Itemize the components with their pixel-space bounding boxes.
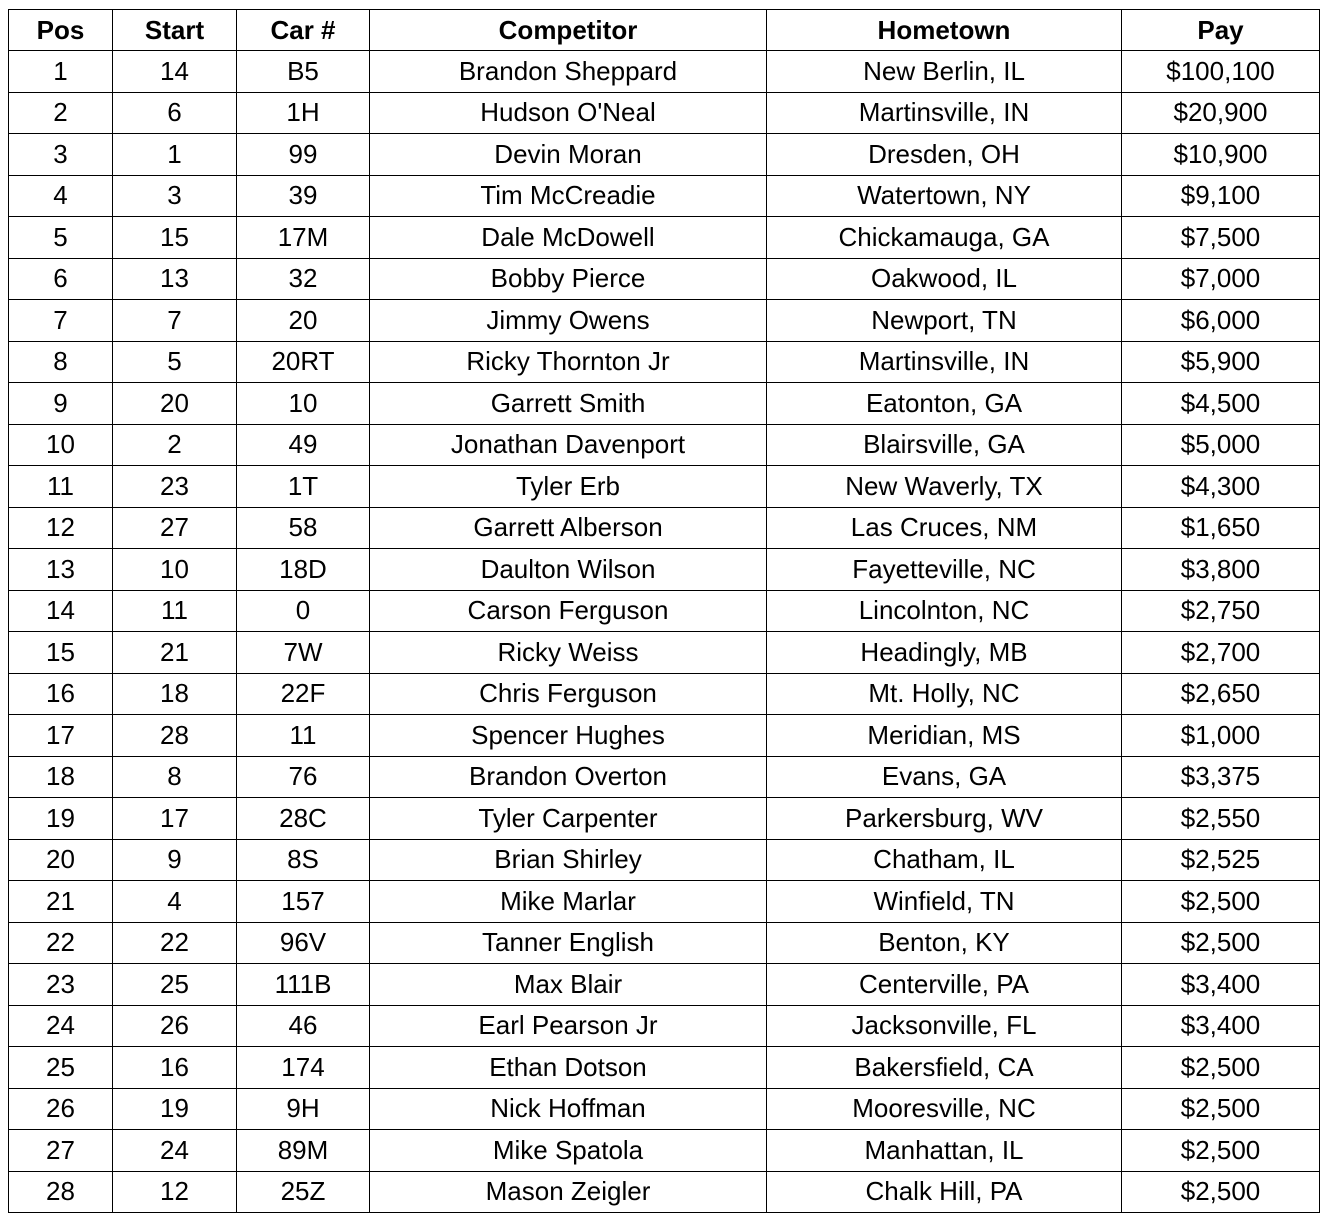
cell-competitor: Brandon Overton (370, 756, 767, 798)
cell-pos: 19 (9, 798, 113, 840)
cell-car-number: 17M (237, 217, 370, 259)
cell-pay: $7,500 (1122, 217, 1320, 259)
cell-car-number: B5 (237, 51, 370, 93)
cell-start: 11 (113, 590, 237, 632)
cell-start: 1 (113, 134, 237, 176)
cell-car-number: 96V (237, 922, 370, 964)
cell-car-number: 111B (237, 964, 370, 1006)
cell-competitor: Brandon Sheppard (370, 51, 767, 93)
cell-start: 9 (113, 839, 237, 881)
cell-start: 20 (113, 383, 237, 425)
cell-car-number: 20 (237, 300, 370, 342)
cell-pay: $1,650 (1122, 507, 1320, 549)
cell-pay: $2,750 (1122, 590, 1320, 632)
cell-car-number: 20RT (237, 341, 370, 383)
cell-car-number: 22F (237, 673, 370, 715)
cell-hometown: Manhattan, IL (767, 1130, 1122, 1172)
header-hometown: Hometown (767, 10, 1122, 51)
cell-pay: $5,900 (1122, 341, 1320, 383)
cell-pay: $2,500 (1122, 1088, 1320, 1130)
cell-pos: 27 (9, 1130, 113, 1172)
cell-hometown: Mooresville, NC (767, 1088, 1122, 1130)
cell-pos: 10 (9, 424, 113, 466)
cell-competitor: Chris Ferguson (370, 673, 767, 715)
cell-car-number: 58 (237, 507, 370, 549)
cell-pay: $2,500 (1122, 1047, 1320, 1089)
cell-competitor: Tyler Carpenter (370, 798, 767, 840)
cell-car-number: 11 (237, 715, 370, 757)
cell-hometown: Benton, KY (767, 922, 1122, 964)
cell-pos: 24 (9, 1005, 113, 1047)
cell-hometown: Las Cruces, NM (767, 507, 1122, 549)
cell-pos: 14 (9, 590, 113, 632)
cell-car-number: 18D (237, 549, 370, 591)
cell-pay: $3,400 (1122, 964, 1320, 1006)
cell-pos: 12 (9, 507, 113, 549)
cell-competitor: Mike Marlar (370, 881, 767, 923)
cell-pay: $6,000 (1122, 300, 1320, 342)
cell-start: 19 (113, 1088, 237, 1130)
table-row (9, 507, 1320, 549)
cell-competitor: Bobby Pierce (370, 258, 767, 300)
table-row (9, 300, 1320, 342)
cell-competitor: Ricky Thornton Jr (370, 341, 767, 383)
cell-start: 10 (113, 549, 237, 591)
cell-hometown: Centerville, PA (767, 964, 1122, 1006)
cell-start: 15 (113, 217, 237, 259)
cell-pay: $2,700 (1122, 632, 1320, 674)
cell-pos: 8 (9, 341, 113, 383)
cell-hometown: Chalk Hill, PA (767, 1171, 1122, 1213)
cell-pos: 20 (9, 839, 113, 881)
cell-competitor: Brian Shirley (370, 839, 767, 881)
cell-pos: 11 (9, 466, 113, 508)
cell-hometown: Blairsville, GA (767, 424, 1122, 466)
cell-pay: $2,525 (1122, 839, 1320, 881)
cell-pos: 3 (9, 134, 113, 176)
cell-start: 26 (113, 1005, 237, 1047)
table-body (9, 51, 1320, 1213)
cell-start: 18 (113, 673, 237, 715)
cell-competitor: Tim McCreadie (370, 175, 767, 217)
table-row (9, 590, 1320, 632)
cell-pay: $5,000 (1122, 424, 1320, 466)
cell-start: 21 (113, 632, 237, 674)
cell-hometown: Lincolnton, NC (767, 590, 1122, 632)
table-row (9, 632, 1320, 674)
cell-start: 13 (113, 258, 237, 300)
cell-pay: $2,500 (1122, 1130, 1320, 1172)
cell-start: 28 (113, 715, 237, 757)
cell-car-number: 157 (237, 881, 370, 923)
cell-pos: 16 (9, 673, 113, 715)
cell-pay: $2,500 (1122, 922, 1320, 964)
cell-pay: $2,550 (1122, 798, 1320, 840)
cell-pay: $3,800 (1122, 549, 1320, 591)
cell-pos: 28 (9, 1171, 113, 1213)
cell-car-number: 49 (237, 424, 370, 466)
cell-start: 16 (113, 1047, 237, 1089)
cell-hometown: Bakersfield, CA (767, 1047, 1122, 1089)
cell-hometown: Eatonton, GA (767, 383, 1122, 425)
table-row (9, 258, 1320, 300)
cell-pos: 13 (9, 549, 113, 591)
table-row (9, 175, 1320, 217)
cell-start: 8 (113, 756, 237, 798)
cell-pay: $4,500 (1122, 383, 1320, 425)
cell-hometown: Watertown, NY (767, 175, 1122, 217)
cell-pos: 23 (9, 964, 113, 1006)
cell-pay: $2,500 (1122, 881, 1320, 923)
cell-pos: 26 (9, 1088, 113, 1130)
cell-competitor: Mason Zeigler (370, 1171, 767, 1213)
cell-pos: 22 (9, 922, 113, 964)
table-row (9, 839, 1320, 881)
header-pay: Pay (1122, 10, 1320, 51)
table-row (9, 341, 1320, 383)
table-row (9, 673, 1320, 715)
table-row (9, 1130, 1320, 1172)
header-start: Start (113, 10, 237, 51)
cell-pos: 5 (9, 217, 113, 259)
cell-pay: $100,100 (1122, 51, 1320, 93)
table-row (9, 424, 1320, 466)
table-row (9, 964, 1320, 1006)
cell-pay: $10,900 (1122, 134, 1320, 176)
cell-car-number: 99 (237, 134, 370, 176)
cell-competitor: Max Blair (370, 964, 767, 1006)
cell-hometown: Martinsville, IN (767, 341, 1122, 383)
cell-hometown: Winfield, TN (767, 881, 1122, 923)
table-row (9, 1047, 1320, 1089)
cell-start: 7 (113, 300, 237, 342)
cell-hometown: Chickamauga, GA (767, 217, 1122, 259)
cell-pay: $9,100 (1122, 175, 1320, 217)
cell-competitor: Spencer Hughes (370, 715, 767, 757)
cell-pos: 18 (9, 756, 113, 798)
cell-competitor: Earl Pearson Jr (370, 1005, 767, 1047)
header-pos: Pos (9, 10, 113, 51)
cell-start: 4 (113, 881, 237, 923)
table-row (9, 1171, 1320, 1213)
cell-start: 12 (113, 1171, 237, 1213)
cell-car-number: 39 (237, 175, 370, 217)
cell-competitor: Dale McDowell (370, 217, 767, 259)
cell-pos: 7 (9, 300, 113, 342)
header-car-number: Car # (237, 10, 370, 51)
cell-competitor: Garrett Alberson (370, 507, 767, 549)
header-competitor: Competitor (370, 10, 767, 51)
table-row (9, 92, 1320, 134)
cell-hometown: Meridian, MS (767, 715, 1122, 757)
cell-hometown: Fayetteville, NC (767, 549, 1122, 591)
cell-start: 22 (113, 922, 237, 964)
cell-competitor: Daulton Wilson (370, 549, 767, 591)
cell-pos: 9 (9, 383, 113, 425)
cell-pos: 2 (9, 92, 113, 134)
cell-hometown: Martinsville, IN (767, 92, 1122, 134)
cell-car-number: 0 (237, 590, 370, 632)
cell-pos: 4 (9, 175, 113, 217)
cell-pos: 17 (9, 715, 113, 757)
table-row (9, 881, 1320, 923)
cell-car-number: 8S (237, 839, 370, 881)
cell-hometown: New Berlin, IL (767, 51, 1122, 93)
cell-car-number: 174 (237, 1047, 370, 1089)
cell-competitor: Hudson O'Neal (370, 92, 767, 134)
results-table-container (8, 9, 1320, 1213)
cell-hometown: Newport, TN (767, 300, 1122, 342)
cell-hometown: Headingly, MB (767, 632, 1122, 674)
table-row (9, 134, 1320, 176)
table-row (9, 466, 1320, 508)
cell-car-number: 89M (237, 1130, 370, 1172)
table-row (9, 383, 1320, 425)
cell-pay: $1,000 (1122, 715, 1320, 757)
cell-car-number: 28C (237, 798, 370, 840)
table-row (9, 715, 1320, 757)
cell-car-number: 9H (237, 1088, 370, 1130)
results-table (8, 9, 1320, 1213)
cell-car-number: 10 (237, 383, 370, 425)
cell-start: 5 (113, 341, 237, 383)
cell-pay: $7,000 (1122, 258, 1320, 300)
cell-hometown: Mt. Holly, NC (767, 673, 1122, 715)
cell-competitor: Carson Ferguson (370, 590, 767, 632)
cell-start: 6 (113, 92, 237, 134)
cell-hometown: Parkersburg, WV (767, 798, 1122, 840)
cell-competitor: Ethan Dotson (370, 1047, 767, 1089)
cell-competitor: Nick Hoffman (370, 1088, 767, 1130)
cell-competitor: Jimmy Owens (370, 300, 767, 342)
cell-pay: $2,650 (1122, 673, 1320, 715)
cell-hometown: Evans, GA (767, 756, 1122, 798)
cell-start: 17 (113, 798, 237, 840)
header-row (9, 10, 1320, 51)
cell-competitor: Jonathan Davenport (370, 424, 767, 466)
cell-start: 25 (113, 964, 237, 1006)
table-header (9, 10, 1320, 51)
table-row (9, 549, 1320, 591)
cell-hometown: New Waverly, TX (767, 466, 1122, 508)
cell-pos: 6 (9, 258, 113, 300)
cell-start: 24 (113, 1130, 237, 1172)
cell-competitor: Garrett Smith (370, 383, 767, 425)
cell-pay: $4,300 (1122, 466, 1320, 508)
cell-hometown: Oakwood, IL (767, 258, 1122, 300)
cell-car-number: 32 (237, 258, 370, 300)
cell-pos: 21 (9, 881, 113, 923)
table-row (9, 51, 1320, 93)
table-row (9, 1088, 1320, 1130)
table-row (9, 798, 1320, 840)
cell-pay: $20,900 (1122, 92, 1320, 134)
cell-hometown: Chatham, IL (767, 839, 1122, 881)
cell-car-number: 46 (237, 1005, 370, 1047)
cell-competitor: Tanner English (370, 922, 767, 964)
cell-start: 2 (113, 424, 237, 466)
cell-car-number: 1T (237, 466, 370, 508)
cell-pos: 25 (9, 1047, 113, 1089)
cell-pay: $2,500 (1122, 1171, 1320, 1213)
cell-competitor: Ricky Weiss (370, 632, 767, 674)
cell-start: 3 (113, 175, 237, 217)
table-row (9, 922, 1320, 964)
cell-car-number: 7W (237, 632, 370, 674)
cell-pay: $3,375 (1122, 756, 1320, 798)
cell-hometown: Dresden, OH (767, 134, 1122, 176)
table-row (9, 1005, 1320, 1047)
cell-car-number: 25Z (237, 1171, 370, 1213)
cell-car-number: 76 (237, 756, 370, 798)
cell-competitor: Tyler Erb (370, 466, 767, 508)
cell-start: 27 (113, 507, 237, 549)
cell-hometown: Jacksonville, FL (767, 1005, 1122, 1047)
cell-competitor: Devin Moran (370, 134, 767, 176)
cell-start: 14 (113, 51, 237, 93)
cell-pos: 15 (9, 632, 113, 674)
table-row (9, 217, 1320, 259)
cell-pay: $3,400 (1122, 1005, 1320, 1047)
cell-competitor: Mike Spatola (370, 1130, 767, 1172)
cell-pos: 1 (9, 51, 113, 93)
cell-car-number: 1H (237, 92, 370, 134)
table-row (9, 756, 1320, 798)
cell-start: 23 (113, 466, 237, 508)
